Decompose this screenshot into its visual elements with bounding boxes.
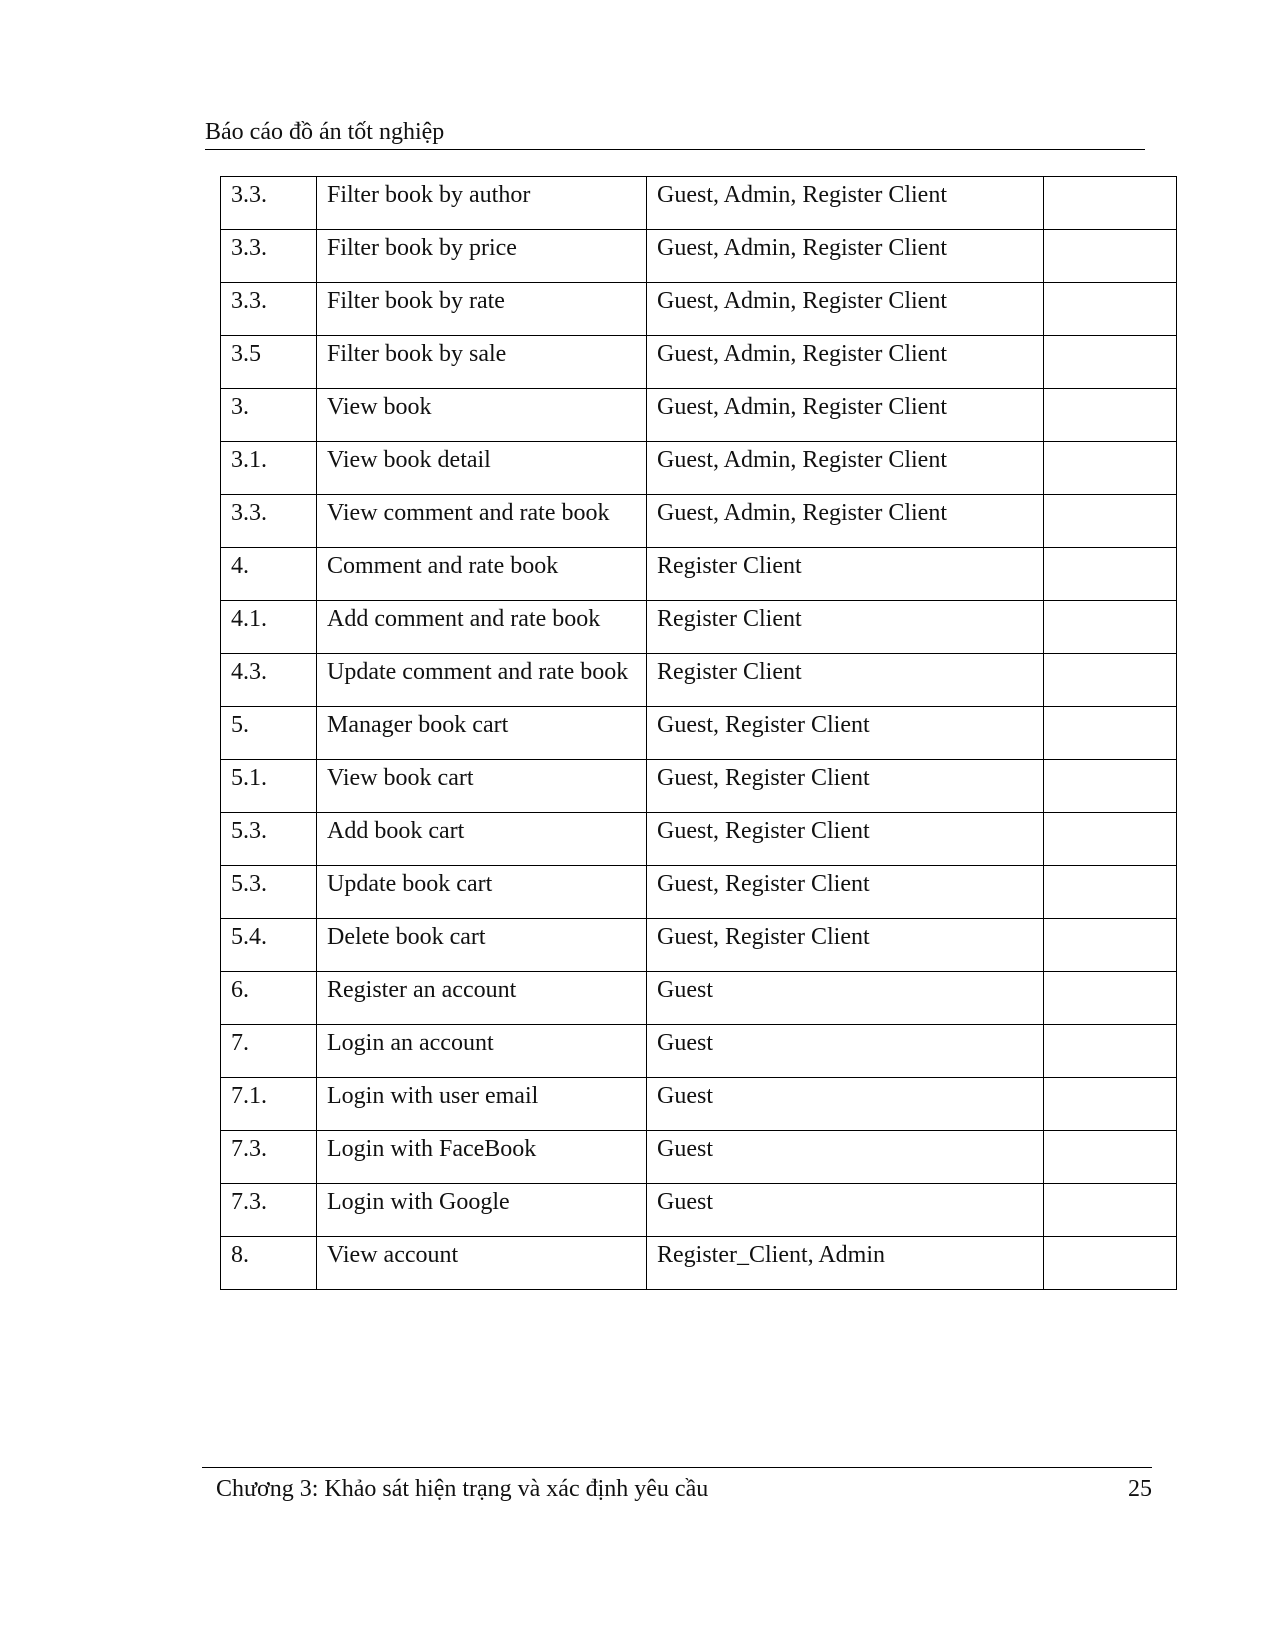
- table-row: [221, 336, 1177, 389]
- header-title: Báo cáo đồ án tốt nghiệp: [205, 119, 445, 145]
- row-actors: Guest, Admin, Register Client: [647, 230, 1044, 283]
- row-actors: Guest, Register Client: [647, 707, 1044, 760]
- row-function: Login with Google: [317, 1184, 647, 1237]
- table-row: [221, 389, 1177, 442]
- row-function: View book detail: [317, 442, 647, 495]
- row-function: Filter book by author: [317, 177, 647, 230]
- row-actors: Guest, Admin, Register Client: [647, 389, 1044, 442]
- row-id: 3.3.: [221, 177, 317, 230]
- row-id: 5.4.: [221, 919, 317, 972]
- row-id: 3.3.: [221, 230, 317, 283]
- row-actors: Guest: [647, 1025, 1044, 1078]
- table-row: [221, 495, 1177, 548]
- row-actors: Guest, Register Client: [647, 866, 1044, 919]
- table-row: [221, 654, 1177, 707]
- row-actors: Register Client: [647, 548, 1044, 601]
- row-id: 4.3.: [221, 654, 317, 707]
- row-actors: Guest, Admin, Register Client: [647, 495, 1044, 548]
- table-row: [221, 1078, 1177, 1131]
- row-function: Add book cart: [317, 813, 647, 866]
- row-id: 5.3.: [221, 866, 317, 919]
- row-function: View comment and rate book: [317, 495, 647, 548]
- row-function: Add comment and rate book: [317, 601, 647, 654]
- row-note: [1044, 1237, 1177, 1290]
- row-actors: Register_Client, Admin: [647, 1237, 1044, 1290]
- row-function: Filter book by rate: [317, 283, 647, 336]
- table-row: [221, 1237, 1177, 1290]
- row-note: [1044, 601, 1177, 654]
- row-note: [1044, 283, 1177, 336]
- row-id: 5.1.: [221, 760, 317, 813]
- row-actors: Guest: [647, 1184, 1044, 1237]
- row-id: 3.1.: [221, 442, 317, 495]
- row-id: 3.: [221, 389, 317, 442]
- row-actors: Guest, Admin, Register Client: [647, 283, 1044, 336]
- table-row: [221, 601, 1177, 654]
- row-function: Update comment and rate book: [317, 654, 647, 707]
- row-actors: Register Client: [647, 601, 1044, 654]
- table-row: [221, 283, 1177, 336]
- row-actors: Guest, Register Client: [647, 760, 1044, 813]
- row-function: Login with FaceBook: [317, 1131, 647, 1184]
- table-row: [221, 1131, 1177, 1184]
- row-note: [1044, 495, 1177, 548]
- page-header: [205, 118, 1145, 150]
- table-row: [221, 1025, 1177, 1078]
- row-note: [1044, 919, 1177, 972]
- row-id: 3.3.: [221, 495, 317, 548]
- table-row: [221, 442, 1177, 495]
- row-id: 5.3.: [221, 813, 317, 866]
- row-note: [1044, 389, 1177, 442]
- row-id: 8.: [221, 1237, 317, 1290]
- row-note: [1044, 177, 1177, 230]
- row-function: Login with user email: [317, 1078, 647, 1131]
- row-id: 4.: [221, 548, 317, 601]
- table-row: [221, 1184, 1177, 1237]
- row-actors: Guest, Register Client: [647, 813, 1044, 866]
- row-id: 7.1.: [221, 1078, 317, 1131]
- row-actors: Guest, Register Client: [647, 919, 1044, 972]
- table-row: [221, 230, 1177, 283]
- row-actors: Guest: [647, 972, 1044, 1025]
- row-note: [1044, 442, 1177, 495]
- row-note: [1044, 866, 1177, 919]
- row-function: Update book cart: [317, 866, 647, 919]
- table-row: [221, 707, 1177, 760]
- row-note: [1044, 707, 1177, 760]
- row-function: View account: [317, 1237, 647, 1290]
- table-row: [221, 866, 1177, 919]
- table-row: [221, 760, 1177, 813]
- row-function: Register an account: [317, 972, 647, 1025]
- row-function: Comment and rate book: [317, 548, 647, 601]
- row-id: 3.5: [221, 336, 317, 389]
- row-note: [1044, 972, 1177, 1025]
- row-function: View book: [317, 389, 647, 442]
- row-note: [1044, 336, 1177, 389]
- requirements-table: [220, 176, 1177, 1290]
- page-footer: [202, 1467, 1152, 1502]
- row-note: [1044, 1078, 1177, 1131]
- row-id: 5.: [221, 707, 317, 760]
- row-note: [1044, 1131, 1177, 1184]
- row-actors: Guest: [647, 1131, 1044, 1184]
- row-note: [1044, 1025, 1177, 1078]
- row-id: 4.1.: [221, 601, 317, 654]
- table-row: [221, 972, 1177, 1025]
- row-note: [1044, 813, 1177, 866]
- table-row: [221, 813, 1177, 866]
- table-row: [221, 919, 1177, 972]
- row-function: Filter book by price: [317, 230, 647, 283]
- row-actors: Register Client: [647, 654, 1044, 707]
- row-id: 6.: [221, 972, 317, 1025]
- row-function: Delete book cart: [317, 919, 647, 972]
- row-id: 3.3.: [221, 283, 317, 336]
- row-note: [1044, 548, 1177, 601]
- row-note: [1044, 1184, 1177, 1237]
- row-function: Manager book cart: [317, 707, 647, 760]
- table-row: [221, 177, 1177, 230]
- row-note: [1044, 654, 1177, 707]
- row-actors: Guest, Admin, Register Client: [647, 177, 1044, 230]
- row-note: [1044, 760, 1177, 813]
- row-id: 7.: [221, 1025, 317, 1078]
- row-function: Login an account: [317, 1025, 647, 1078]
- page-number: 25: [1128, 1476, 1152, 1502]
- row-actors: Guest: [647, 1078, 1044, 1131]
- row-function: View book cart: [317, 760, 647, 813]
- row-id: 7.3.: [221, 1184, 317, 1237]
- table-row: [221, 548, 1177, 601]
- row-function: Filter book by sale: [317, 336, 647, 389]
- row-note: [1044, 230, 1177, 283]
- row-actors: Guest, Admin, Register Client: [647, 336, 1044, 389]
- footer-chapter: Chương 3: Khảo sát hiện trạng và xác định yêu cầu: [216, 1476, 709, 1502]
- row-id: 7.3.: [221, 1131, 317, 1184]
- row-actors: Guest, Admin, Register Client: [647, 442, 1044, 495]
